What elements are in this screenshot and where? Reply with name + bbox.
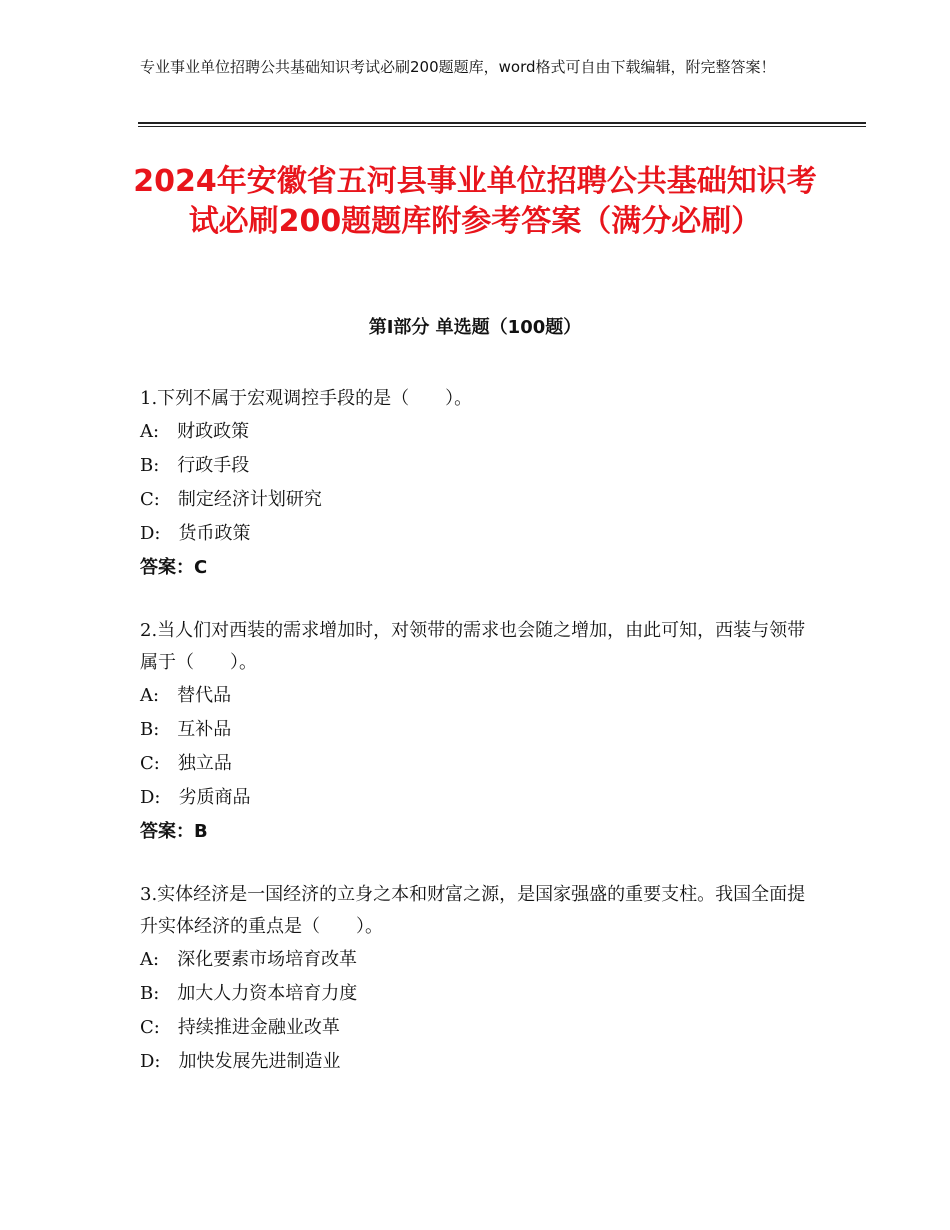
option-b: B: 互补品 xyxy=(140,719,232,740)
question-3 xyxy=(140,879,820,1079)
option-c: C: 持续推进金融业改革 xyxy=(140,1017,340,1038)
question-2 xyxy=(140,615,820,849)
question-stem: 2.当人们对西装的需求增加时，对领带的需求也会随之增加，由此可知，西装与领带属于（ ）。 xyxy=(140,620,806,673)
answer: 答案：B xyxy=(140,821,208,842)
option-c: C: 制定经济计划研究 xyxy=(140,489,322,510)
option-d: D: 劣质商品 xyxy=(140,787,251,808)
option-b: B: 行政手段 xyxy=(140,455,250,476)
question-stem: 1.下列不属于宏观调控手段的是（ ）。 xyxy=(140,388,473,409)
header-rule xyxy=(138,122,866,124)
question-list xyxy=(140,383,820,1109)
question-1 xyxy=(140,383,820,585)
section-heading: 第Ⅰ部分 单选题（100题） xyxy=(368,317,582,338)
header-rule-thin xyxy=(138,126,866,127)
option-a: A: 财政政策 xyxy=(140,421,250,442)
answer: 答案：C xyxy=(140,557,208,578)
header-note: 专业事业单位招聘公共基础知识考试必刷200题题库，word格式可自由下载编辑，附完整答案！ xyxy=(140,58,776,76)
question-stem: 3.实体经济是一国经济的立身之本和财富之源，是国家强盛的重要支柱。我国全面提升实体经济的重点是（ ）。 xyxy=(140,884,806,937)
option-d: D: 货币政策 xyxy=(140,523,251,544)
option-c: C: 独立品 xyxy=(140,753,232,774)
option-a: A: 深化要素市场培育改革 xyxy=(140,949,358,970)
option-a: A: 替代品 xyxy=(140,685,232,706)
option-d: D: 加快发展先进制造业 xyxy=(140,1051,341,1072)
option-b: B: 加大人力资本培育力度 xyxy=(140,983,358,1004)
document-title: 2024年安徽省五河县事业单位招聘公共基础知识考试必刷200题题库附参考答案（满分必刷） xyxy=(133,164,817,239)
